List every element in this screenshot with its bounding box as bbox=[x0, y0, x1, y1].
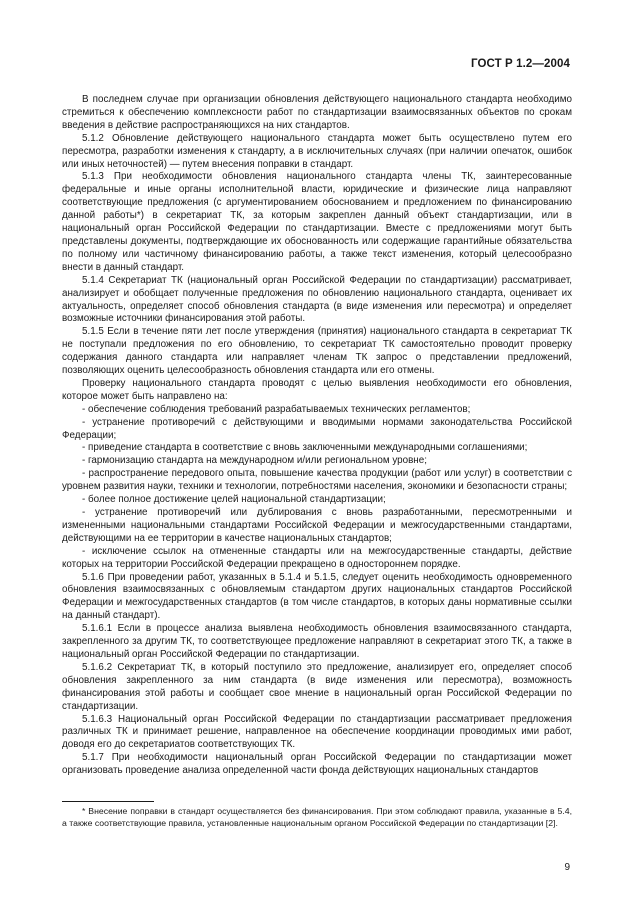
paragraph-check-purpose: Проверку национального стандарта проводят с целью выявления необходимости его обновления, которое может быть направлено на: bbox=[62, 377, 572, 402]
paragraph-5-1-2: 5.1.2 Обновление действующего национального стандарта может быть осуществлено путем его пересмотра, разработки изменения к стандарту, а в исключительных случаях (при наличии опечаток, ошибок или иных неточностей) — путем внесения поправки в стандарт. bbox=[62, 132, 572, 170]
paragraph-5-1-6-1: 5.1.6.1 Если в процессе анализа выявлена необходимость обновления взаимосвязанного стандарта, закрепленного за другим ТК, то соответствующее предложение направляют в секретариат этого ТК, а также в национальный орган Российской Федерации по стандартизации. bbox=[62, 623, 572, 660]
list-item: - исключение ссылок на отмененные стандарты или на межгосударственные стандарты, действие которых на территории Российской Федерации прекращено в одностороннем порядке. bbox=[62, 545, 572, 570]
paragraph-5-1-7: 5.1.7 При необходимости национальный орган Российской Федерации по стандартизации может организовать проведение анализа определенной части фонда действующих национальных стандартов bbox=[62, 752, 572, 777]
list-item: - распространение передового опыта, повышение качества продукции (работ или услуг) в соответствии с уровнем развития науки, техники и технологии, потребностями населения, экономики и безопасности страны; bbox=[62, 468, 572, 493]
document-code-header: ГОСТ Р 1.2—2004 bbox=[471, 58, 570, 70]
paragraph-intro: В последнем случае при организации обновления действующего национального стандарта необходимо стремиться к обеспечению комплексности работ по стандартизации взаимосвязанных объектов по срокам введения в действие распространяющихся на них стандартов. bbox=[62, 94, 572, 131]
paragraph-5-1-3: 5.1.3 При необходимости обновления национального стандарта члены ТК, заинтересованные федеральные и иные органы исполнительной власти, юридические и физические лица направляют соответствующие предложения (с аргументированием обоснованием и предложением по финансированию данной работы*) в секретариат ТК, за которым закреплен данный объект стандартизации, или в национальный орган Российской Федерации по стандартизации. Вместе с предложениями могут быть представлены документы, подтверждающие их обоснованность или содержащие гарантийные обязательства по полному или частичному финансированию работы, а также текст изменения, который целесообразно внести в данный стандарт. bbox=[62, 171, 572, 273]
footnote-text: * Внесение поправки в стандарт осуществляется без финансирования. При этом соблюдают правила, указанные в 5.4, а также соответствующие правила, установленные национальным органом Российской Федерации по стандартизации [2]. bbox=[62, 806, 572, 828]
paragraph-5-1-4: 5.1.4 Секретариат ТК (национальный орган Российской Федерации по стандартизации) рассматривает, анализирует и обобщает полученные предложения по обновлению национального стандарта, оценивает их актуальность, определяет способ обновления стандарта (в виде изменения или пересмотра) и определяет возможные источники финансирования этой работы. bbox=[62, 274, 572, 325]
list-item: - обеспечение соблюдения требований разрабатываемых технических регламентов; bbox=[82, 403, 471, 415]
list-item: - приведение стандарта в соответствие с вновь заключенными международными соглашениями; bbox=[82, 442, 528, 454]
list-item: - более полное достижение целей национальной стандартизации; bbox=[82, 494, 386, 506]
body-text bbox=[62, 94, 572, 778]
paragraph-5-1-6-2: 5.1.6.2 Секретариат ТК, в который поступило это предложение, анализирует его, определяет способ обновления закрепленного за ним стандарта (в виде изменения или пересмотра), возможность финансирования этой работы и сообщает свое мнение в национальный орган Российской Федерации по стандартизации. bbox=[62, 661, 572, 712]
page-number: 9 bbox=[564, 862, 570, 873]
list-item: - устранение противоречий с действующими и вводимыми нормами законодательства Российской Федерации; bbox=[62, 416, 572, 441]
footnote bbox=[62, 806, 572, 829]
list-item: - устранение противоречий или дублирования с вновь разработанными, пересмотренными и измененными национальными стандартами Российской Федерации и межгосударственными стандартами, действующими на ее территории в качестве национальных стандартов; bbox=[62, 507, 572, 544]
paragraph-5-1-6-3: 5.1.6.3 Национальный орган Российской Федерации по стандартизации рассматривает предложения различных ТК и принимает решение, направленное на обеспечение координации проводимых ими работ, доводя его до секретариатов соответствующих ТК. bbox=[62, 713, 572, 751]
footnote-divider bbox=[62, 801, 154, 802]
paragraph-5-1-5: 5.1.5 Если в течение пяти лет после утверждения (принятия) национального стандарта в секретариат ТК не поступали предложения по его обновлению, то секретариат ТК самостоятельно проводит проверку содержания данного стандарта или направляет членам ТК запрос о представлении предложений, позволяющих оценить целесообразность обновления стандарта или его отмены. bbox=[62, 326, 572, 377]
paragraph-5-1-6: 5.1.6 При проведении работ, указанных в 5.1.4 и 5.1.5, следует оценить необходимость одновременного обновления взаимосвязанных с обновляемым стандартом других национальных стандартов Российской Федерации и межгосударственных стандартов (в том числе стандартов, в которых даны нормативные ссылки на данный стандарт). bbox=[62, 571, 572, 622]
list-item: - гармонизацию стандарта на международном и/или региональном уровне; bbox=[82, 455, 427, 467]
